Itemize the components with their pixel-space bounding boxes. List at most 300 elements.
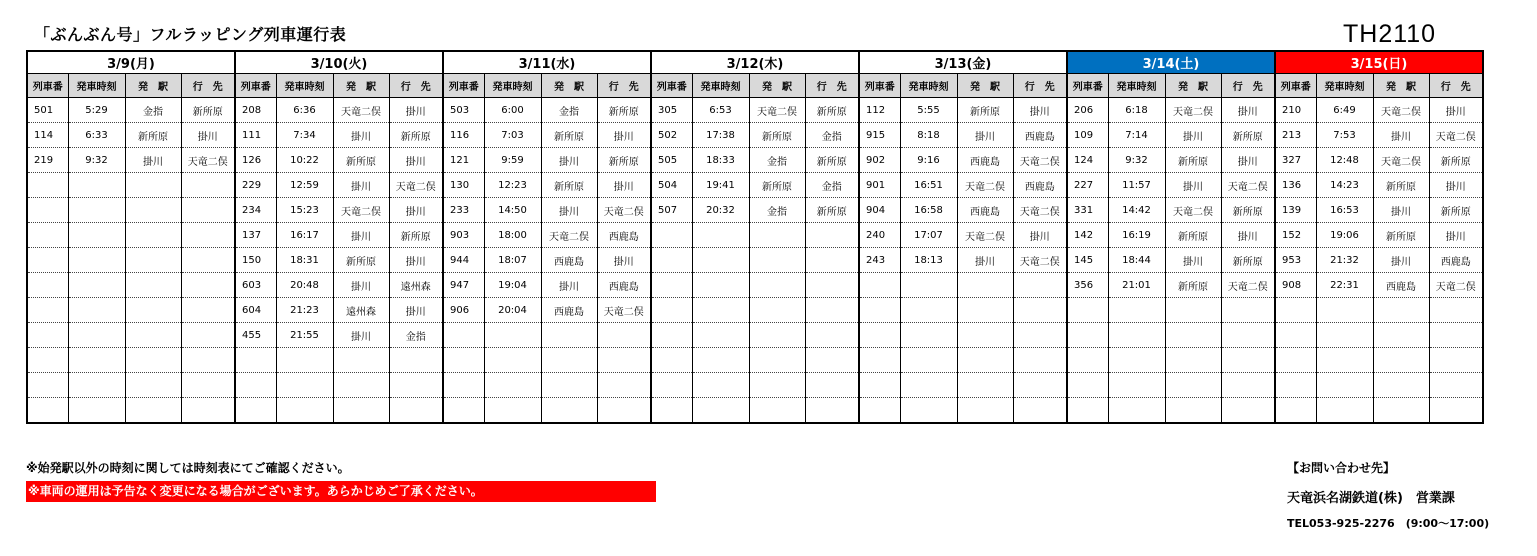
table-cell xyxy=(443,373,484,398)
table-cell xyxy=(1221,398,1275,424)
table-cell xyxy=(805,398,859,424)
table-cell: 掛川 xyxy=(1221,223,1275,248)
table-cell: 901 xyxy=(859,173,900,198)
table-cell xyxy=(859,323,900,348)
table-cell: 西鹿島 xyxy=(541,248,597,273)
table-cell: 953 xyxy=(1275,248,1316,273)
table-cell xyxy=(333,373,389,398)
table-cell xyxy=(1429,348,1483,373)
table-cell: 14:42 xyxy=(1108,198,1165,223)
table-cell xyxy=(597,373,651,398)
column-header: 行 先 xyxy=(1013,74,1067,98)
table-cell: 掛川 xyxy=(1429,223,1483,248)
table-cell: 16:58 xyxy=(900,198,957,223)
table-cell xyxy=(957,273,1013,298)
table-cell: 14:50 xyxy=(484,198,541,223)
table-cell xyxy=(859,398,900,424)
column-header: 行 先 xyxy=(597,74,651,98)
table-cell: 208 xyxy=(235,98,276,123)
table-cell: 掛川 xyxy=(333,173,389,198)
table-cell: 7:14 xyxy=(1108,123,1165,148)
table-cell: 掛川 xyxy=(389,248,443,273)
table-cell xyxy=(1013,323,1067,348)
table-cell xyxy=(125,373,181,398)
table-cell xyxy=(957,398,1013,424)
table-cell xyxy=(1275,398,1316,424)
table-cell xyxy=(276,398,333,424)
table-cell: 210 xyxy=(1275,98,1316,123)
table-cell xyxy=(333,348,389,373)
table-cell xyxy=(1013,298,1067,323)
table-cell: 6:00 xyxy=(484,98,541,123)
table-cell xyxy=(1316,348,1373,373)
table-cell: 12:48 xyxy=(1316,148,1373,173)
table-cell: 天竜二俣 xyxy=(333,198,389,223)
table-cell xyxy=(597,348,651,373)
table-cell: 906 xyxy=(443,298,484,323)
table-cell xyxy=(181,173,235,198)
table-cell: 18:31 xyxy=(276,248,333,273)
table-cell xyxy=(276,373,333,398)
table-cell: 天竜二俣 xyxy=(389,173,443,198)
table-cell xyxy=(125,248,181,273)
table-cell: 5:55 xyxy=(900,98,957,123)
table-cell: 掛川 xyxy=(541,148,597,173)
table-cell: 新所原 xyxy=(181,98,235,123)
table-cell: 502 xyxy=(651,123,692,148)
table-cell xyxy=(692,373,749,398)
table-cell xyxy=(1275,373,1316,398)
table-cell xyxy=(957,323,1013,348)
table-cell xyxy=(68,198,125,223)
table-cell xyxy=(27,398,68,424)
table-cell: 掛川 xyxy=(333,323,389,348)
table-cell xyxy=(1108,323,1165,348)
table-cell: 掛川 xyxy=(1373,123,1429,148)
table-cell: 掛川 xyxy=(1165,123,1221,148)
table-cell xyxy=(1067,323,1108,348)
table-cell: 7:53 xyxy=(1316,123,1373,148)
table-cell: 掛川 xyxy=(1165,248,1221,273)
table-cell: 金指 xyxy=(749,198,805,223)
table-cell: 20:32 xyxy=(692,198,749,223)
table-cell xyxy=(125,398,181,424)
table-cell: 229 xyxy=(235,173,276,198)
table-cell: 915 xyxy=(859,123,900,148)
table-cell: 掛川 xyxy=(541,198,597,223)
table-cell xyxy=(749,348,805,373)
table-cell: 20:48 xyxy=(276,273,333,298)
table-cell xyxy=(125,348,181,373)
table-row xyxy=(27,98,1483,123)
table-cell: 掛川 xyxy=(1429,98,1483,123)
column-header: 行 先 xyxy=(181,74,235,98)
table-cell: 新所原 xyxy=(1221,248,1275,273)
table-cell xyxy=(692,398,749,424)
table-cell xyxy=(125,198,181,223)
table-cell xyxy=(859,348,900,373)
table-cell: 新所原 xyxy=(1221,123,1275,148)
table-cell: 新所原 xyxy=(541,173,597,198)
table-cell xyxy=(900,323,957,348)
table-cell: 126 xyxy=(235,148,276,173)
table-cell: 17:07 xyxy=(900,223,957,248)
table-cell: 新所原 xyxy=(1429,198,1483,223)
table-cell xyxy=(1108,398,1165,424)
document-code: TH2110 xyxy=(1343,20,1437,48)
table-cell xyxy=(1013,273,1067,298)
table-cell xyxy=(68,398,125,424)
column-header: 列車番 xyxy=(1067,74,1108,98)
column-header: 発車時刻 xyxy=(276,74,333,98)
table-cell: 天竜二俣 xyxy=(1165,198,1221,223)
table-cell xyxy=(181,348,235,373)
table-cell: 新所原 xyxy=(333,148,389,173)
table-cell: 21:23 xyxy=(276,298,333,323)
table-cell: 天竜二俣 xyxy=(1373,98,1429,123)
table-cell xyxy=(1221,348,1275,373)
table-cell: 21:55 xyxy=(276,323,333,348)
table-cell xyxy=(125,223,181,248)
table-cell: 947 xyxy=(443,273,484,298)
table-cell xyxy=(1373,398,1429,424)
table-cell: 6:53 xyxy=(692,98,749,123)
table-cell: 902 xyxy=(859,148,900,173)
table-cell xyxy=(276,348,333,373)
table-cell xyxy=(1429,323,1483,348)
table-cell xyxy=(125,298,181,323)
table-cell xyxy=(1013,373,1067,398)
table-cell xyxy=(181,373,235,398)
column-header: 発 駅 xyxy=(749,74,805,98)
column-header: 発車時刻 xyxy=(1316,74,1373,98)
table-cell: 501 xyxy=(27,98,68,123)
table-cell xyxy=(1108,373,1165,398)
table-cell xyxy=(333,398,389,424)
table-cell xyxy=(389,373,443,398)
contact-phone: TEL053-925-2276 (9:00～17:00) xyxy=(1287,517,1490,530)
table-cell: 6:33 xyxy=(68,123,125,148)
table-cell: 19:04 xyxy=(484,273,541,298)
table-cell: 9:32 xyxy=(1108,148,1165,173)
table-cell: 6:18 xyxy=(1108,98,1165,123)
table-cell: 109 xyxy=(1067,123,1108,148)
table-cell: 908 xyxy=(1275,273,1316,298)
table-cell: 新所原 xyxy=(1165,148,1221,173)
table-cell xyxy=(692,273,749,298)
table-cell: 新所原 xyxy=(125,123,181,148)
column-header: 発車時刻 xyxy=(68,74,125,98)
table-cell: 西鹿島 xyxy=(597,273,651,298)
day-header: 3/13(金) xyxy=(859,51,1067,74)
table-cell: 503 xyxy=(443,98,484,123)
table-cell xyxy=(1165,298,1221,323)
table-cell xyxy=(68,173,125,198)
table-cell xyxy=(651,373,692,398)
table-cell xyxy=(692,348,749,373)
column-header: 列車番 xyxy=(235,74,276,98)
table-cell xyxy=(541,398,597,424)
table-cell xyxy=(484,348,541,373)
table-cell xyxy=(1067,298,1108,323)
column-header: 発 駅 xyxy=(1165,74,1221,98)
table-cell: 掛川 xyxy=(333,123,389,148)
table-cell xyxy=(805,373,859,398)
table-cell: 天竜二俣 xyxy=(957,223,1013,248)
table-cell: 掛川 xyxy=(333,223,389,248)
table-cell: 14:23 xyxy=(1316,173,1373,198)
table-cell: 西鹿島 xyxy=(1429,248,1483,273)
table-cell: 356 xyxy=(1067,273,1108,298)
table-cell: 19:06 xyxy=(1316,223,1373,248)
table-cell xyxy=(651,298,692,323)
table-cell: 天竜二俣 xyxy=(1221,173,1275,198)
day-header: 3/9(月) xyxy=(27,51,235,74)
table-cell: 505 xyxy=(651,148,692,173)
table-cell: 18:13 xyxy=(900,248,957,273)
table-cell: 天竜二俣 xyxy=(541,223,597,248)
table-cell: 掛川 xyxy=(389,98,443,123)
table-cell xyxy=(1165,398,1221,424)
table-cell xyxy=(749,248,805,273)
table-cell xyxy=(1013,348,1067,373)
table-cell xyxy=(651,348,692,373)
table-cell xyxy=(484,323,541,348)
table-cell xyxy=(389,348,443,373)
table-cell: 903 xyxy=(443,223,484,248)
table-cell: 金指 xyxy=(805,173,859,198)
table-cell xyxy=(1275,323,1316,348)
table-cell: 新所原 xyxy=(805,98,859,123)
table-cell: 天竜二俣 xyxy=(333,98,389,123)
contact-heading: 【お問い合わせ先】 xyxy=(1287,461,1396,475)
table-row xyxy=(27,198,1483,223)
table-cell: 掛川 xyxy=(389,148,443,173)
table-cell xyxy=(859,273,900,298)
table-cell: 西鹿島 xyxy=(1373,273,1429,298)
table-cell: 掛川 xyxy=(1013,223,1067,248)
table-cell: 130 xyxy=(443,173,484,198)
table-cell xyxy=(1316,298,1373,323)
table-cell xyxy=(1275,348,1316,373)
column-header: 発車時刻 xyxy=(1108,74,1165,98)
table-cell: 136 xyxy=(1275,173,1316,198)
table-cell: 331 xyxy=(1067,198,1108,223)
table-cell: 天竜二俣 xyxy=(597,198,651,223)
table-cell: 金指 xyxy=(749,148,805,173)
day-header: 3/14(土) xyxy=(1067,51,1275,74)
table-row xyxy=(27,173,1483,198)
table-cell: 604 xyxy=(235,298,276,323)
table-cell xyxy=(125,173,181,198)
table-cell xyxy=(484,373,541,398)
table-row xyxy=(27,323,1483,348)
table-cell: 掛川 xyxy=(389,298,443,323)
table-cell xyxy=(1373,323,1429,348)
table-cell xyxy=(1221,298,1275,323)
table-cell xyxy=(1221,323,1275,348)
table-cell: 新所原 xyxy=(1165,223,1221,248)
table-cell: 新所原 xyxy=(597,148,651,173)
table-cell xyxy=(651,223,692,248)
table-cell: 243 xyxy=(859,248,900,273)
table-cell xyxy=(692,298,749,323)
column-header: 行 先 xyxy=(1429,74,1483,98)
table-cell xyxy=(900,348,957,373)
column-header: 発車時刻 xyxy=(484,74,541,98)
table-cell xyxy=(125,323,181,348)
table-cell xyxy=(68,298,125,323)
table-cell xyxy=(27,223,68,248)
table-cell: 12:59 xyxy=(276,173,333,198)
table-cell xyxy=(597,398,651,424)
table-cell: 11:57 xyxy=(1108,173,1165,198)
table-cell: 206 xyxy=(1067,98,1108,123)
table-cell xyxy=(181,398,235,424)
table-cell xyxy=(1316,323,1373,348)
column-header: 行 先 xyxy=(389,74,443,98)
table-cell xyxy=(651,323,692,348)
table-cell: 150 xyxy=(235,248,276,273)
table-cell: 904 xyxy=(859,198,900,223)
table-cell: 15:23 xyxy=(276,198,333,223)
table-cell xyxy=(68,323,125,348)
table-row xyxy=(27,223,1483,248)
table-cell: 掛川 xyxy=(957,248,1013,273)
table-row xyxy=(27,148,1483,173)
table-cell xyxy=(1108,348,1165,373)
table-cell: 掛川 xyxy=(957,123,1013,148)
table-cell: 掛川 xyxy=(1373,248,1429,273)
table-cell xyxy=(957,298,1013,323)
table-cell xyxy=(900,373,957,398)
table-cell xyxy=(1165,348,1221,373)
table-cell xyxy=(181,323,235,348)
table-cell xyxy=(749,398,805,424)
table-cell xyxy=(692,323,749,348)
table-cell: 9:59 xyxy=(484,148,541,173)
table-cell: 新所原 xyxy=(1165,273,1221,298)
table-cell xyxy=(27,273,68,298)
table-cell: 西鹿島 xyxy=(1013,173,1067,198)
table-cell: 新所原 xyxy=(389,123,443,148)
table-cell: 114 xyxy=(27,123,68,148)
table-cell: 天竜二俣 xyxy=(1373,148,1429,173)
day-header: 3/11(水) xyxy=(443,51,651,74)
table-cell: 掛川 xyxy=(125,148,181,173)
table-cell: 507 xyxy=(651,198,692,223)
table-cell xyxy=(68,348,125,373)
table-cell xyxy=(68,273,125,298)
table-cell: 7:03 xyxy=(484,123,541,148)
table-cell: 掛川 xyxy=(1165,173,1221,198)
table-cell: 327 xyxy=(1275,148,1316,173)
table-cell xyxy=(651,273,692,298)
table-cell: 新所原 xyxy=(1221,198,1275,223)
table-cell xyxy=(68,223,125,248)
table-cell xyxy=(859,373,900,398)
table-cell: 遠州森 xyxy=(333,298,389,323)
table-cell: 遠州森 xyxy=(389,273,443,298)
table-cell: 455 xyxy=(235,323,276,348)
column-header: 行 先 xyxy=(1221,74,1275,98)
table-cell xyxy=(1373,298,1429,323)
column-header-row xyxy=(27,74,1483,98)
table-cell: 137 xyxy=(235,223,276,248)
table-cell: 新所原 xyxy=(805,148,859,173)
table-cell: 天竜二俣 xyxy=(181,148,235,173)
day-header: 3/15(日) xyxy=(1275,51,1483,74)
table-cell xyxy=(181,198,235,223)
table-cell: 152 xyxy=(1275,223,1316,248)
table-cell xyxy=(749,223,805,248)
table-cell: 21:32 xyxy=(1316,248,1373,273)
table-row xyxy=(27,398,1483,424)
table-cell: 305 xyxy=(651,98,692,123)
table-cell: 西鹿島 xyxy=(957,198,1013,223)
table-cell xyxy=(181,298,235,323)
table-cell: 金指 xyxy=(389,323,443,348)
table-row xyxy=(27,123,1483,148)
column-header: 発 駅 xyxy=(1373,74,1429,98)
table-cell: 西鹿島 xyxy=(541,298,597,323)
column-header: 行 先 xyxy=(805,74,859,98)
table-cell: 新所原 xyxy=(1373,223,1429,248)
table-cell: 18:00 xyxy=(484,223,541,248)
table-cell xyxy=(181,273,235,298)
table-cell xyxy=(651,398,692,424)
table-cell: 219 xyxy=(27,148,68,173)
table-cell: 6:36 xyxy=(276,98,333,123)
table-cell: 西鹿島 xyxy=(1013,123,1067,148)
note-timetable-check: ※始発駅以外の時刻に関しては時刻表にてご確認ください。 xyxy=(26,461,350,475)
table-cell: 掛川 xyxy=(1429,173,1483,198)
table-cell xyxy=(805,223,859,248)
column-header: 列車番 xyxy=(1275,74,1316,98)
timetable xyxy=(26,50,1484,424)
table-cell: 天竜二俣 xyxy=(597,298,651,323)
table-cell xyxy=(749,373,805,398)
table-cell: 金指 xyxy=(541,98,597,123)
table-cell: 9:16 xyxy=(900,148,957,173)
table-cell: 20:04 xyxy=(484,298,541,323)
table-cell xyxy=(1067,348,1108,373)
table-cell xyxy=(692,248,749,273)
table-cell: 18:07 xyxy=(484,248,541,273)
table-cell xyxy=(651,248,692,273)
table-cell xyxy=(27,323,68,348)
column-header: 発車時刻 xyxy=(900,74,957,98)
day-header: 3/10(火) xyxy=(235,51,443,74)
day-header-row xyxy=(27,51,1483,74)
table-cell: 17:38 xyxy=(692,123,749,148)
page-title: 「ぶんぶん号」フルラッピング列車運行表 xyxy=(34,25,347,44)
column-header: 列車番 xyxy=(651,74,692,98)
table-cell xyxy=(749,273,805,298)
table-cell: 掛川 xyxy=(389,198,443,223)
table-cell xyxy=(1373,373,1429,398)
table-cell xyxy=(1429,398,1483,424)
table-cell xyxy=(692,223,749,248)
table-cell xyxy=(541,348,597,373)
table-cell xyxy=(27,198,68,223)
table-cell: 新所原 xyxy=(541,123,597,148)
table-cell: 112 xyxy=(859,98,900,123)
table-cell: 新所原 xyxy=(1429,148,1483,173)
table-cell xyxy=(541,373,597,398)
column-header: 列車番 xyxy=(443,74,484,98)
table-cell: 金指 xyxy=(125,98,181,123)
